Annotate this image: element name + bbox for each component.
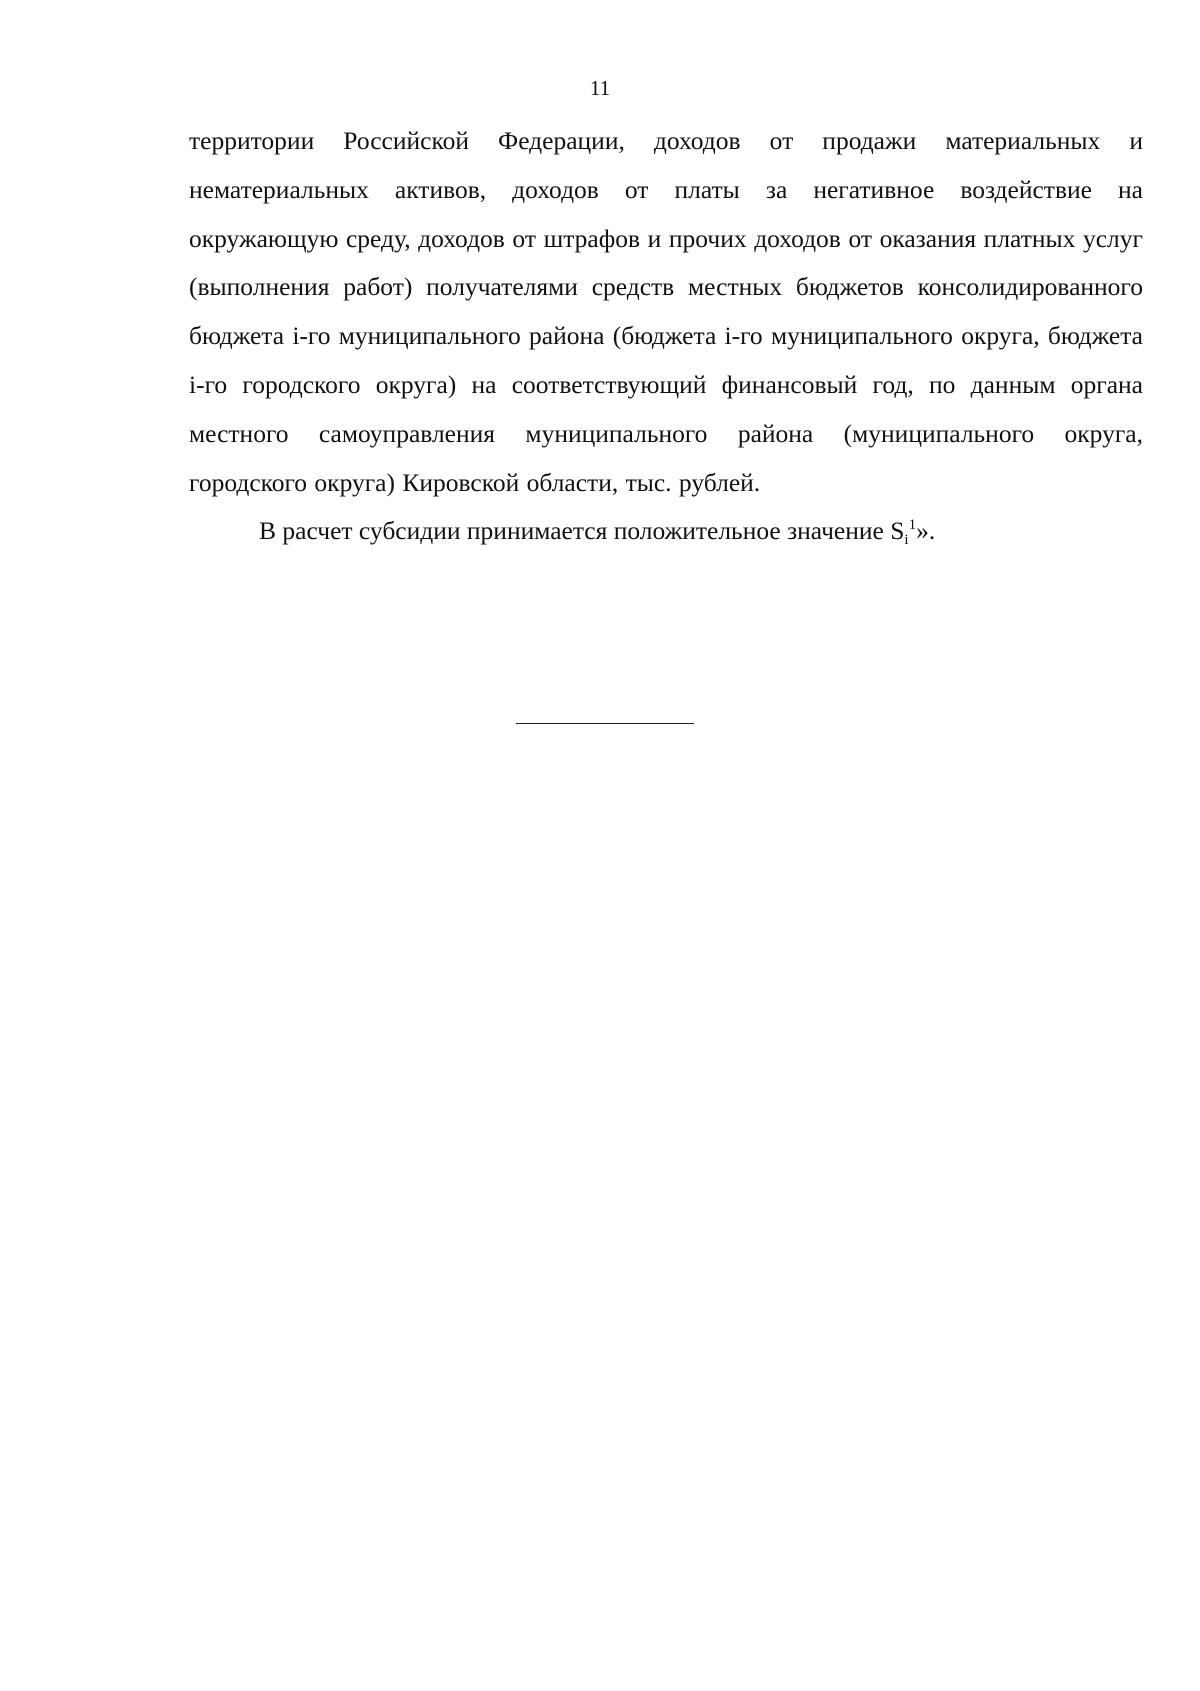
paragraph-main: территории Российской Федерации, доходов от продажи материальных и нематериальных активов, доходов от платы за негативное воздействие на окружающую среду, доходов от штрафов и прочих доходов от оказания платных услуг (выполнения работ) получателями средств местных бюджетов консолидированного бюджета i-го муниципального района (бюджета i-го муниципального округа, бюджета i-го городского округа) на соответствующий финансовый год, по данным органа местного самоуправления муниципального района (муниципального округа, городского округа) Кировской области, тыс. рублей.: [189, 126, 1143, 497]
paragraph-final-text: В расчет субсидии принимается положительное значение S: [259, 516, 905, 546]
end-of-document-rule: [516, 723, 694, 724]
page-number: 11: [589, 76, 611, 100]
paragraph-final: [189, 507, 1143, 556]
document-body: [189, 117, 1143, 556]
formula-subscript: i: [904, 532, 909, 549]
formula-superscript: 1: [908, 517, 917, 534]
paragraph-final-closing: ».: [916, 516, 936, 546]
